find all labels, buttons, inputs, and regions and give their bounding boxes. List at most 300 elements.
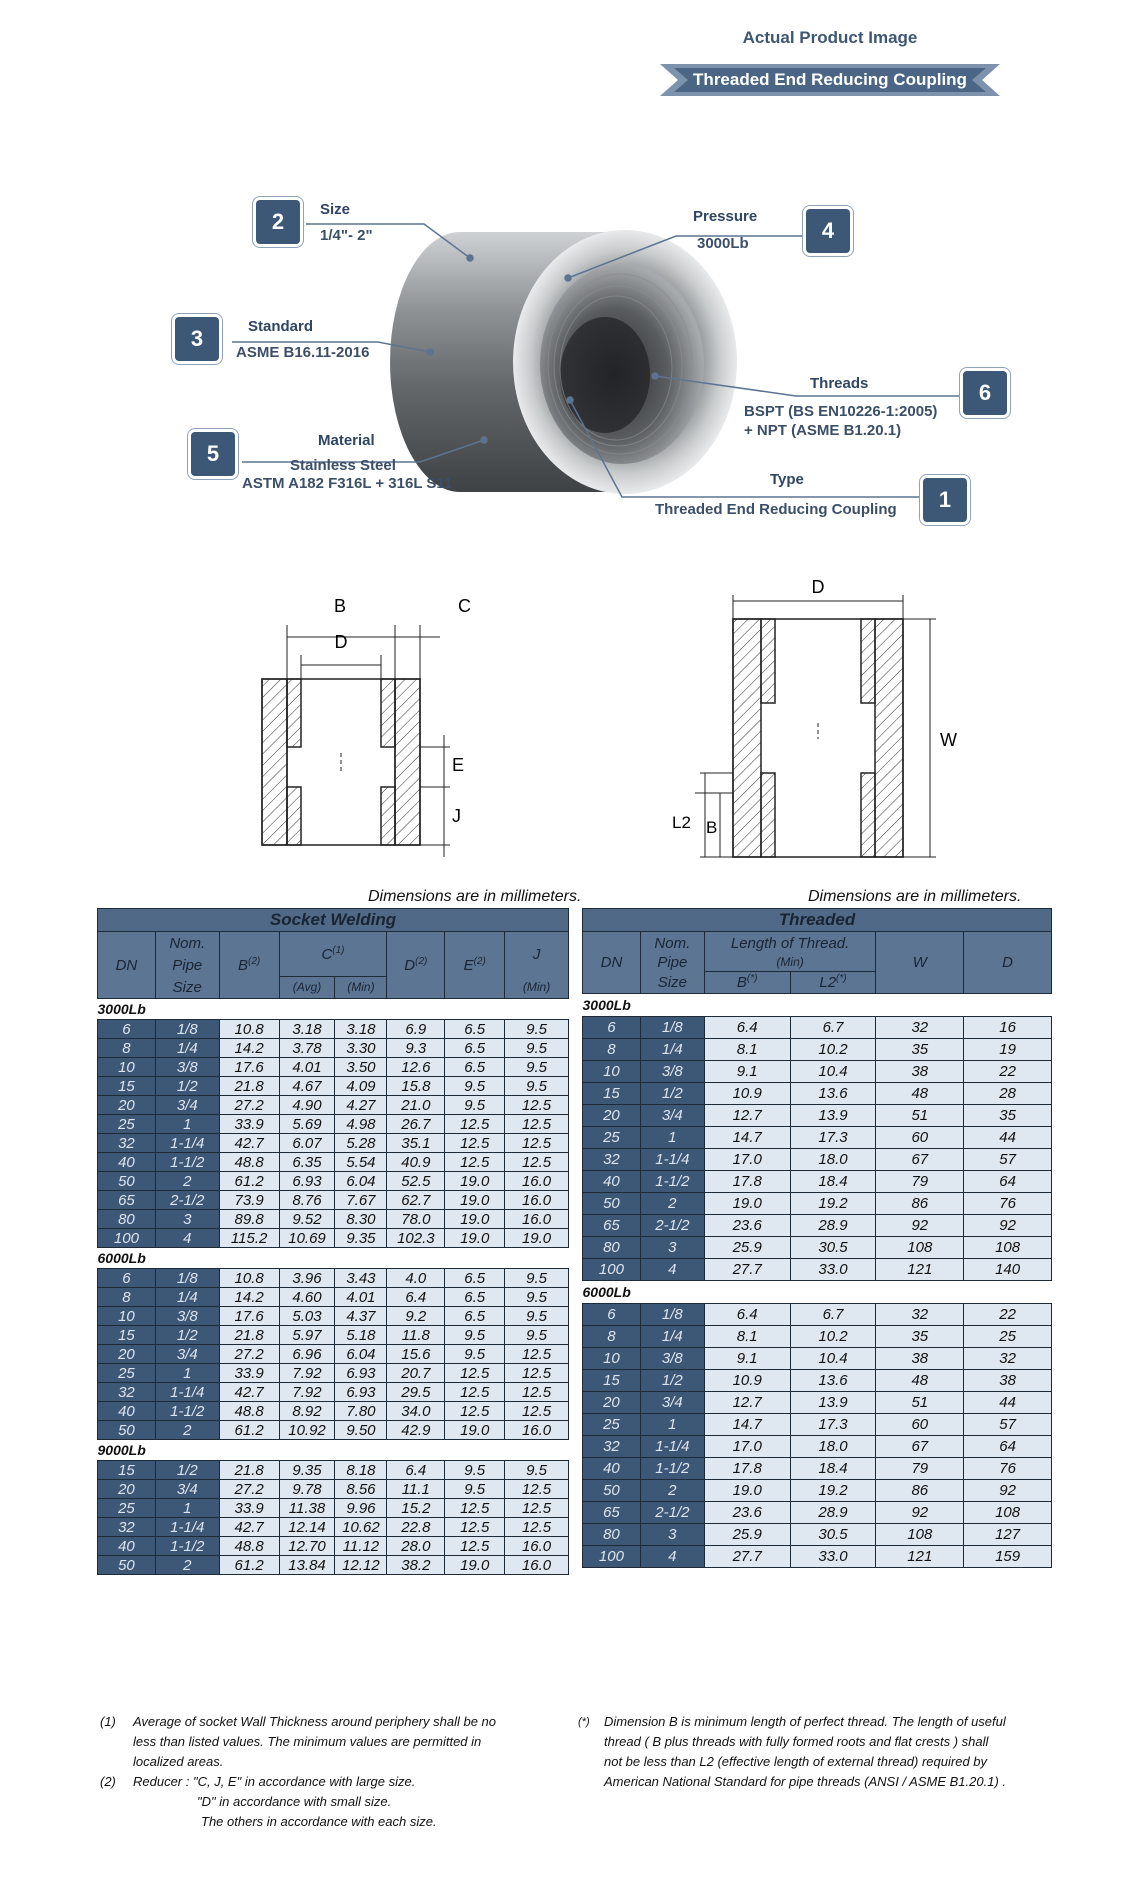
table-cell: 21.0: [387, 1096, 445, 1115]
table-cell: 10: [583, 1348, 641, 1370]
table-row: [583, 1480, 1052, 1502]
table-row: [98, 1461, 569, 1480]
table-cell: 25: [583, 1414, 641, 1436]
table-cell: 40: [98, 1153, 156, 1172]
table-cell: 4.60: [279, 1288, 335, 1307]
note-2-line-3: The others in accordance with each size.: [201, 1814, 437, 1829]
table-cell: 61.2: [219, 1556, 279, 1575]
badge-1: 1: [923, 478, 967, 522]
table-cell: 3/4: [155, 1096, 219, 1115]
table-cell: 12.7: [704, 1392, 790, 1414]
table-cell: 3/8: [640, 1061, 704, 1083]
table-cell: 9.52: [279, 1210, 335, 1229]
table-row: [583, 1017, 1052, 1039]
table-row: [98, 1172, 569, 1191]
table-row: [98, 1020, 569, 1039]
table-cell: 17.0: [704, 1149, 790, 1171]
table-cell: 15: [98, 1326, 156, 1345]
table-cell: 9.35: [279, 1461, 335, 1480]
table-cell: 127: [964, 1524, 1052, 1546]
table-cell: 50: [98, 1556, 156, 1575]
table-cell: 17.3: [790, 1414, 876, 1436]
table-cell: 1/8: [640, 1304, 704, 1326]
table-cell: 19.0: [445, 1210, 505, 1229]
table-cell: 19.0: [445, 1172, 505, 1191]
table-row: [98, 1134, 569, 1153]
table-cell: 25.9: [704, 1237, 790, 1259]
table-cell: 86: [876, 1193, 964, 1215]
table-cell: 20: [98, 1345, 156, 1364]
table-cell: 6: [98, 1269, 156, 1288]
table-cell: 16.0: [505, 1421, 569, 1440]
note-star-line-3: not be less than L2 (effective length of external thread) required by: [604, 1754, 988, 1769]
table-cell: 1/4: [640, 1326, 704, 1348]
table-row: [583, 1436, 1052, 1458]
table-cell: 15.8: [387, 1077, 445, 1096]
table-cell: 9.1: [704, 1348, 790, 1370]
table-cell: 6.7: [790, 1304, 876, 1326]
table-row: [583, 1039, 1052, 1061]
table-cell: 48.8: [219, 1153, 279, 1172]
table-cell: 7.67: [335, 1191, 387, 1210]
table-row: [98, 1480, 569, 1499]
table-cell: 6.4: [704, 1304, 790, 1326]
socket-welding-table: [97, 908, 569, 1575]
table-cell: 108: [964, 1237, 1052, 1259]
table-cell: 5.28: [335, 1134, 387, 1153]
table-cell: 35: [964, 1105, 1052, 1127]
table-cell: 6.93: [335, 1364, 387, 1383]
table-cell: 40: [98, 1402, 156, 1421]
table-cell: 12.5: [505, 1402, 569, 1421]
callout-pressure-value: 3000Lb: [697, 235, 749, 252]
table-cell: 40: [98, 1537, 156, 1556]
table-row: [583, 1193, 1052, 1215]
table-cell: 6.96: [279, 1345, 335, 1364]
group-label: 6000Lb: [583, 1281, 1052, 1304]
table-cell: 1-1/4: [155, 1518, 219, 1537]
table-cell: 12.5: [445, 1499, 505, 1518]
table-cell: 65: [583, 1502, 641, 1524]
col-nps-3: Size: [155, 976, 219, 999]
col-dn: DN: [583, 932, 641, 994]
table-cell: 108: [876, 1237, 964, 1259]
table-cell: 4: [640, 1546, 704, 1568]
table-cell: 8: [98, 1039, 156, 1058]
table-cell: 1/8: [640, 1017, 704, 1039]
badge-2: 2: [256, 200, 300, 244]
col-nps-2: Pipe: [155, 954, 219, 976]
table-cell: 12.5: [505, 1096, 569, 1115]
table-cell: 25: [964, 1326, 1052, 1348]
table-row: [98, 1326, 569, 1345]
table-cell: 21.8: [219, 1461, 279, 1480]
table-cell: 6.4: [387, 1288, 445, 1307]
table-row: [583, 1524, 1052, 1546]
table-cell: 1/2: [155, 1326, 219, 1345]
table-cell: 3.43: [335, 1269, 387, 1288]
table-cell: 2-1/2: [640, 1502, 704, 1524]
table-cell: 33.0: [790, 1546, 876, 1568]
table-cell: 61.2: [219, 1172, 279, 1191]
col-c: $C^{(1)}$: [279, 932, 387, 977]
table-cell: 12.5: [505, 1115, 569, 1134]
table-cell: 32: [583, 1149, 641, 1171]
table-cell: 50: [98, 1172, 156, 1191]
table-cell: 32: [964, 1348, 1052, 1370]
table-cell: 9.2: [387, 1307, 445, 1326]
table-cell: 1-1/4: [640, 1149, 704, 1171]
table-cell: 10: [583, 1061, 641, 1083]
table-cell: 12.5: [505, 1480, 569, 1499]
table-row: [583, 1061, 1052, 1083]
table-cell: 92: [876, 1215, 964, 1237]
table-cell: 27.2: [219, 1345, 279, 1364]
table-cell: 1-1/2: [155, 1402, 219, 1421]
table-cell: 4: [155, 1229, 219, 1248]
dim-label-w: W: [940, 730, 957, 750]
table-cell: 48: [876, 1083, 964, 1105]
table-cell: 9.5: [505, 1461, 569, 1480]
table-row: [583, 1348, 1052, 1370]
table-cell: 1-1/2: [640, 1171, 704, 1193]
table-cell: 80: [98, 1210, 156, 1229]
table-cell: 92: [964, 1215, 1052, 1237]
table-cell: 32: [98, 1383, 156, 1402]
table-cell: 92: [964, 1480, 1052, 1502]
table-cell: 9.5: [445, 1077, 505, 1096]
table-cell: 38: [876, 1061, 964, 1083]
table-cell: 10.69: [279, 1229, 335, 1248]
col-w: W: [876, 932, 964, 994]
table-cell: 14.2: [219, 1039, 279, 1058]
table-cell: 12.5: [445, 1537, 505, 1556]
socket-table-body: [98, 999, 569, 1575]
col-length-of-thread: Length of Thread.: [704, 932, 876, 955]
table-cell: 4.67: [279, 1077, 335, 1096]
note-1-line-2: less than listed values. The minimum values are permitted in: [133, 1734, 482, 1749]
table-cell: 21.8: [219, 1077, 279, 1096]
table-cell: 76: [964, 1458, 1052, 1480]
table-cell: 14.7: [704, 1414, 790, 1436]
table-cell: 4.01: [279, 1058, 335, 1077]
table-cell: 27.2: [219, 1096, 279, 1115]
table-cell: 6.07: [279, 1134, 335, 1153]
table-cell: 15.2: [387, 1499, 445, 1518]
table-cell: 25: [98, 1499, 156, 1518]
table-cell: 3/8: [155, 1058, 219, 1077]
table-row: [98, 1307, 569, 1326]
col-length-min: (Min): [704, 954, 876, 971]
table-cell: 8.76: [279, 1191, 335, 1210]
table-cell: 12.5: [445, 1364, 505, 1383]
table-cell: 42.7: [219, 1383, 279, 1402]
callout-pressure-label: Pressure: [693, 208, 758, 225]
table-cell: 8.92: [279, 1402, 335, 1421]
table-cell: 48: [876, 1370, 964, 1392]
table-cell: 28.0: [387, 1537, 445, 1556]
table-cell: 62.7: [387, 1191, 445, 1210]
table-cell: 2: [155, 1421, 219, 1440]
table-row: [98, 1383, 569, 1402]
table-cell: 8.56: [335, 1480, 387, 1499]
table-cell: 18.0: [790, 1436, 876, 1458]
table-row: [98, 1115, 569, 1134]
table-cell: 12.5: [505, 1364, 569, 1383]
table-cell: 33.0: [790, 1259, 876, 1281]
dim-label-d-threaded: D: [811, 577, 825, 597]
table-cell: 78.0: [387, 1210, 445, 1229]
table-cell: 42.7: [219, 1518, 279, 1537]
table-cell: 3/4: [155, 1480, 219, 1499]
table-cell: 6.5: [445, 1288, 505, 1307]
table-cell: 14.2: [219, 1288, 279, 1307]
table-cell: 27.2: [219, 1480, 279, 1499]
group-label: 9000Lb: [98, 1440, 569, 1461]
dim-label-b-threaded: B: [706, 818, 718, 837]
col-b: $B^{(2)}$: [219, 932, 279, 999]
table-cell: 27.7: [704, 1546, 790, 1568]
table-cell: 22.8: [387, 1518, 445, 1537]
table-cell: 34.0: [387, 1402, 445, 1421]
table-cell: 6.5: [445, 1307, 505, 1326]
table-row: [98, 1345, 569, 1364]
table-cell: 60: [876, 1414, 964, 1436]
table-cell: 4.37: [335, 1307, 387, 1326]
table-cell: 1-1/2: [155, 1153, 219, 1172]
table-cell: 17.6: [219, 1307, 279, 1326]
dim-label-b: B: [333, 596, 347, 616]
table-cell: 1/2: [640, 1083, 704, 1105]
table-cell: 29.5: [387, 1383, 445, 1402]
footnotes-right: [578, 1712, 1078, 1792]
table-cell: 64: [964, 1436, 1052, 1458]
table-cell: 76: [964, 1193, 1052, 1215]
table-cell: 19.0: [505, 1229, 569, 1248]
table-cell: 9.5: [445, 1480, 505, 1499]
table-cell: 12.5: [445, 1153, 505, 1172]
table-cell: 11.38: [279, 1499, 335, 1518]
table-cell: 6.5: [445, 1269, 505, 1288]
table-cell: 6.7: [790, 1017, 876, 1039]
table-cell: 57: [964, 1149, 1052, 1171]
table-row: [98, 1269, 569, 1288]
table-cell: 73.9: [219, 1191, 279, 1210]
table-row: [583, 1370, 1052, 1392]
table-cell: 67: [876, 1436, 964, 1458]
table-cell: 11.12: [335, 1537, 387, 1556]
table-cell: 1: [155, 1115, 219, 1134]
table-cell: 10.9: [704, 1083, 790, 1105]
table-cell: 32: [876, 1304, 964, 1326]
table-cell: 2-1/2: [640, 1215, 704, 1237]
table-cell: 40: [583, 1458, 641, 1480]
table-row: [98, 1058, 569, 1077]
table-row: [98, 1077, 569, 1096]
col-j: J: [505, 932, 569, 977]
table-cell: 100: [583, 1259, 641, 1281]
table-cell: 4.01: [335, 1288, 387, 1307]
table-cell: 19.0: [704, 1193, 790, 1215]
table-cell: 1-1/2: [640, 1458, 704, 1480]
table-cell: 12.6: [387, 1058, 445, 1077]
table-cell: 9.5: [505, 1326, 569, 1345]
col-l2: L2(*): [790, 971, 876, 994]
table-cell: 100: [98, 1229, 156, 1248]
table-row: [583, 1259, 1052, 1281]
table-row: [583, 1127, 1052, 1149]
table-cell: 12.70: [279, 1537, 335, 1556]
table-cell: 16: [964, 1017, 1052, 1039]
table-cell: 89.8: [219, 1210, 279, 1229]
table-cell: 9.96: [335, 1499, 387, 1518]
note-2-mark: (2): [100, 1774, 116, 1789]
table-cell: 3: [155, 1210, 219, 1229]
table-cell: 159: [964, 1546, 1052, 1568]
table-cell: 6.5: [445, 1039, 505, 1058]
table-cell: 17.3: [790, 1127, 876, 1149]
table-cell: 60: [876, 1127, 964, 1149]
table-cell: 6.5: [445, 1020, 505, 1039]
col-e: $E^{(2)}$: [445, 932, 505, 999]
col-nps-3: Size: [640, 971, 704, 994]
table-cell: 10.2: [790, 1326, 876, 1348]
table-row: [583, 1149, 1052, 1171]
col-nps-1: Nom.: [155, 932, 219, 955]
table-cell: 15: [98, 1077, 156, 1096]
table-row: [583, 1237, 1052, 1259]
table-cell: 10.4: [790, 1348, 876, 1370]
table-cell: 64: [964, 1171, 1052, 1193]
note-star-line-2: thread ( B plus threads with fully formed roots and flat crests ) shall: [604, 1734, 989, 1749]
table-row: [98, 1556, 569, 1575]
threaded-table-title: Threaded: [583, 909, 1052, 932]
table-cell: 50: [583, 1193, 641, 1215]
table-cell: 3.18: [279, 1020, 335, 1039]
table-cell: 27.7: [704, 1259, 790, 1281]
table-cell: 1-1/4: [155, 1134, 219, 1153]
table-cell: 28.9: [790, 1215, 876, 1237]
col-nps-1: Nom.: [640, 932, 704, 955]
table-row: [98, 1537, 569, 1556]
table-cell: 22: [964, 1304, 1052, 1326]
table-cell: 12.5: [445, 1518, 505, 1537]
table-row: [583, 1326, 1052, 1348]
callout-material-value2: ASTM A182 F316L + 316L S11: [242, 475, 453, 492]
table-cell: 16.0: [505, 1537, 569, 1556]
table-cell: 79: [876, 1171, 964, 1193]
note-1-line-1: Average of socket Wall Thickness around periphery shall be no: [133, 1714, 496, 1729]
table-cell: 13.9: [790, 1392, 876, 1414]
table-cell: 102.3: [387, 1229, 445, 1248]
table-cell: 16.0: [505, 1191, 569, 1210]
table-cell: 8.1: [704, 1326, 790, 1348]
table-cell: 51: [876, 1392, 964, 1414]
table-cell: 20: [98, 1096, 156, 1115]
table-cell: 1-1/4: [155, 1383, 219, 1402]
table-cell: 32: [876, 1017, 964, 1039]
table-cell: 22: [964, 1061, 1052, 1083]
table-cell: 44: [964, 1392, 1052, 1414]
callout-standard-value: ASME B16.11-2016: [236, 344, 370, 361]
table-cell: 6.04: [335, 1172, 387, 1191]
table-cell: 4.90: [279, 1096, 335, 1115]
table-cell: 1/8: [155, 1020, 219, 1039]
table-cell: 19: [964, 1039, 1052, 1061]
table-cell: 17.8: [704, 1458, 790, 1480]
table-cell: 3/8: [640, 1348, 704, 1370]
table-cell: 20: [583, 1105, 641, 1127]
table-cell: 57: [964, 1414, 1052, 1436]
table-row: [98, 1191, 569, 1210]
table-cell: 1/4: [155, 1288, 219, 1307]
table-cell: 15: [98, 1461, 156, 1480]
table-cell: 8.18: [335, 1461, 387, 1480]
threaded-table: [582, 908, 1052, 1568]
table-cell: 6.04: [335, 1345, 387, 1364]
table-cell: 1-1/2: [155, 1537, 219, 1556]
table-cell: 6: [583, 1017, 641, 1039]
table-cell: 33.9: [219, 1364, 279, 1383]
table-cell: 17.8: [704, 1171, 790, 1193]
table-cell: 30.5: [790, 1524, 876, 1546]
table-cell: 17.0: [704, 1436, 790, 1458]
table-cell: 12.5: [505, 1345, 569, 1364]
table-cell: 65: [98, 1191, 156, 1210]
table-cell: 6: [98, 1020, 156, 1039]
table-cell: 12.5: [445, 1383, 505, 1402]
table-cell: 2-1/2: [155, 1191, 219, 1210]
table-cell: 48.8: [219, 1537, 279, 1556]
table-cell: 9.5: [445, 1461, 505, 1480]
table-cell: 8: [583, 1326, 641, 1348]
dim-label-d: D: [334, 632, 348, 652]
table-cell: 16.0: [505, 1210, 569, 1229]
table-cell: 12.5: [505, 1499, 569, 1518]
table-cell: 108: [876, 1524, 964, 1546]
table-cell: 10: [98, 1058, 156, 1077]
table-row: [98, 1096, 569, 1115]
group-label: 6000Lb: [98, 1248, 569, 1269]
table-cell: 6.5: [445, 1058, 505, 1077]
table-cell: 10.2: [790, 1039, 876, 1061]
table-cell: 3: [640, 1524, 704, 1546]
table-cell: 6.4: [704, 1017, 790, 1039]
table-cell: 4.27: [335, 1096, 387, 1115]
table-cell: 19.0: [445, 1556, 505, 1575]
table-cell: 42.9: [387, 1421, 445, 1440]
table-cell: 9.5: [505, 1307, 569, 1326]
table-cell: 26.7: [387, 1115, 445, 1134]
table-row: [583, 1083, 1052, 1105]
table-cell: 33.9: [219, 1499, 279, 1518]
table-cell: 3.18: [335, 1020, 387, 1039]
table-cell: 8: [98, 1288, 156, 1307]
table-cell: 108: [964, 1502, 1052, 1524]
table-cell: 1/4: [155, 1039, 219, 1058]
table-cell: 6.35: [279, 1153, 335, 1172]
note-1-line-3: localized areas.: [133, 1754, 224, 1769]
table-cell: 32: [98, 1518, 156, 1537]
table-cell: 33.9: [219, 1115, 279, 1134]
table-cell: 1: [155, 1364, 219, 1383]
table-cell: 5.97: [279, 1326, 335, 1345]
table-cell: 1: [155, 1499, 219, 1518]
col-j-min: (Min): [505, 976, 569, 999]
callout-standard-label: Standard: [248, 318, 314, 335]
col-nps-2: Pipe: [640, 954, 704, 971]
table-cell: 23.6: [704, 1215, 790, 1237]
